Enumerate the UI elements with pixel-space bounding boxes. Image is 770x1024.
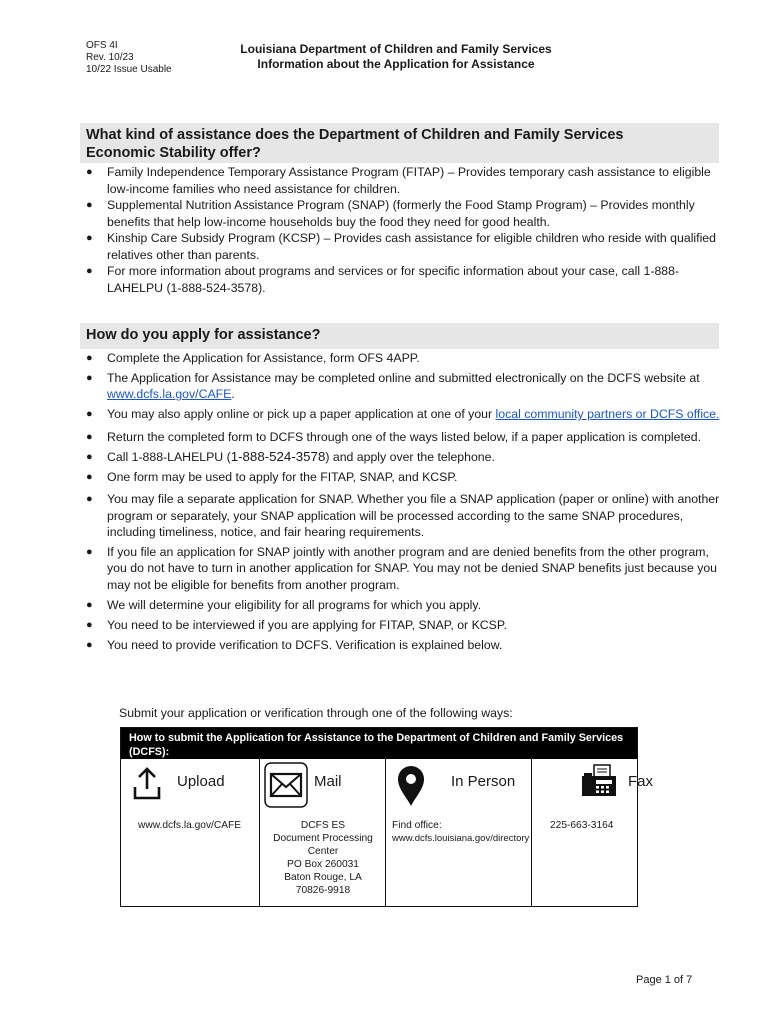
heading-line: Economic Stability offer? xyxy=(86,145,261,161)
list-item xyxy=(80,469,720,486)
list-item-text: ) and apply over the telephone. xyxy=(325,449,495,464)
list-item-text: Return the completed form to DCFS through one of the ways listed below, if a paper application is completed. xyxy=(107,429,701,444)
upload-url[interactable]: www.dcfs.la.gov/CAFE xyxy=(138,820,242,831)
heading-line: What kind of assistance does the Department of Children and Family Services xyxy=(86,127,624,143)
list-item-text: You need to be interviewed if you are applying for FITAP, SNAP, or KCSP. xyxy=(107,617,507,632)
directory-url[interactable]: www.dcfs.louisiana.gov/directory xyxy=(392,833,530,844)
address-line: PO Box 260031 xyxy=(287,859,359,870)
list-item xyxy=(80,164,720,197)
find-office-label: Find office: xyxy=(392,820,442,831)
address-line: Center xyxy=(307,846,339,857)
upload-icon xyxy=(132,765,162,806)
list-item-text: We will determine your eligibility for all programs for which you apply. xyxy=(107,597,482,612)
list-item xyxy=(80,637,720,654)
in-person-label: In Person xyxy=(451,773,516,790)
phone-number: 1-888-524-3578 xyxy=(230,448,326,464)
fax-machine-icon xyxy=(580,763,618,804)
list-item-text: . xyxy=(231,387,235,402)
list-item-text: One form may be used to apply for the FITAP, SNAP, and KCSP. xyxy=(107,469,458,484)
section-heading-assistance-types xyxy=(80,123,719,163)
submit-method-in-person xyxy=(386,759,532,906)
bullet-icon: ● xyxy=(86,598,93,611)
list-item xyxy=(80,263,720,296)
assistance-types-list xyxy=(80,164,720,296)
list-item xyxy=(80,491,720,541)
fax-number: 225-663-3164 xyxy=(550,820,614,831)
list-item xyxy=(80,449,720,466)
form-id: OFS 4I xyxy=(86,40,118,51)
list-item-text: Call 1-888-LAHELPU ( xyxy=(107,449,231,464)
bullet-icon: ● xyxy=(86,618,93,631)
mail-address xyxy=(260,819,386,897)
list-item-text: You may also apply online or pick up a paper application at one of your xyxy=(107,407,496,422)
bullet-icon: ● xyxy=(86,493,93,506)
local-offices-link[interactable]: local community partners or DCFS office. xyxy=(495,407,720,422)
list-item-text: You may file a separate application for SNAP. Whether you file a SNAP application (paper or online) with another program or separately, your SNAP application will be processed according to the same SNAP procedures, including timeliness, notice, and fair hearing requirements. xyxy=(107,492,720,540)
bullet-icon: ● xyxy=(86,408,93,421)
list-item-text: The Application for Assistance may be completed online and submitted electronically on the DCFS website at xyxy=(107,370,700,385)
bullet-icon: ● xyxy=(86,199,93,211)
form-meta xyxy=(86,40,172,76)
address-line: Document Processing xyxy=(273,833,373,844)
agency-name: Louisiana Department of Children and Family Services xyxy=(240,42,552,56)
in-person-detail xyxy=(392,819,529,845)
document-subtitle: Information about the Application for Assistance xyxy=(257,57,535,71)
list-item xyxy=(80,429,720,446)
list-item xyxy=(80,197,720,230)
submission-methods-table xyxy=(120,727,654,907)
form-usable-note: 10/22 Issue Usable xyxy=(86,64,172,75)
mail-label: Mail xyxy=(314,773,342,790)
bullet-icon: ● xyxy=(86,470,93,483)
list-item-text: You need to provide verification to DCFS. Verification is explained below. xyxy=(107,637,503,652)
page-number: Page 1 of 7 xyxy=(636,974,693,986)
bullet-icon: ● xyxy=(86,166,93,178)
list-item-text: Kinship Care Subsidy Program (KCSP) – Provides cash assistance for eligible children who reside with qualified relatives other than parents. xyxy=(107,231,716,262)
how-to-apply-list xyxy=(80,350,720,657)
bullet-icon: ● xyxy=(86,352,93,364)
submit-method-fax xyxy=(532,759,654,906)
submit-intro: Submit your application or verification through one of the following ways: xyxy=(119,706,513,720)
document-title xyxy=(196,42,596,72)
address-line: DCFS ES xyxy=(300,820,346,831)
bullet-icon: ● xyxy=(86,430,93,443)
upload-label: Upload xyxy=(177,773,225,790)
section-heading-how-to-apply: How do you apply for assistance? xyxy=(80,323,719,349)
list-item-text: Complete the Application for Assistance, form OFS 4APP. xyxy=(107,351,420,365)
list-item-text: Family Independence Temporary Assistance Program (FITAP) – Provides temporary cash assistance to eligible low-income families who need assistance for children. xyxy=(107,165,711,196)
bullet-icon: ● xyxy=(86,232,93,244)
list-item xyxy=(80,544,720,594)
submit-method-upload xyxy=(121,759,260,906)
bullet-icon: ● xyxy=(86,638,93,651)
bullet-icon: ● xyxy=(86,265,93,277)
bullet-icon: ● xyxy=(86,450,93,463)
bullet-icon: ● xyxy=(86,371,93,384)
cafe-website-link[interactable]: www.dcfs.la.gov/CAFE xyxy=(107,387,232,402)
bullet-icon: ● xyxy=(86,545,93,558)
list-item xyxy=(80,597,720,614)
address-line: 70826-9918 xyxy=(295,885,351,896)
map-pin-icon xyxy=(396,765,426,812)
submission-table-header: How to submit the Application for Assistance to the Department of Children and Family Services (DCFS): xyxy=(121,728,637,759)
list-item xyxy=(80,350,720,367)
fax-label: Fax xyxy=(628,773,654,790)
envelope-icon xyxy=(264,762,308,813)
address-line: Baton Rouge, LA xyxy=(284,872,362,883)
list-item xyxy=(80,406,720,423)
list-item-text: If you file an application for SNAP jointly with another program and are denied benefits from the other program, you do not have to turn in another application for SNAP. You may not be denied SNAP benefits just because you may not be eligible for benefits from another program. xyxy=(107,544,718,592)
form-revision: Rev. 10/23 xyxy=(86,52,134,63)
list-item xyxy=(80,370,720,403)
list-item-text: Supplemental Nutrition Assistance Program (SNAP) (formerly the Food Stamp Program) – Provides monthly benefits that help low-income households buy the food they need for good health. xyxy=(107,198,695,229)
list-item xyxy=(80,617,720,634)
submit-method-mail xyxy=(260,759,386,906)
list-item-text: For more information about programs and services or for specific information about your case, call 1-888-LAHELPU (1-888-524-3578). xyxy=(107,264,680,295)
list-item xyxy=(80,230,720,263)
